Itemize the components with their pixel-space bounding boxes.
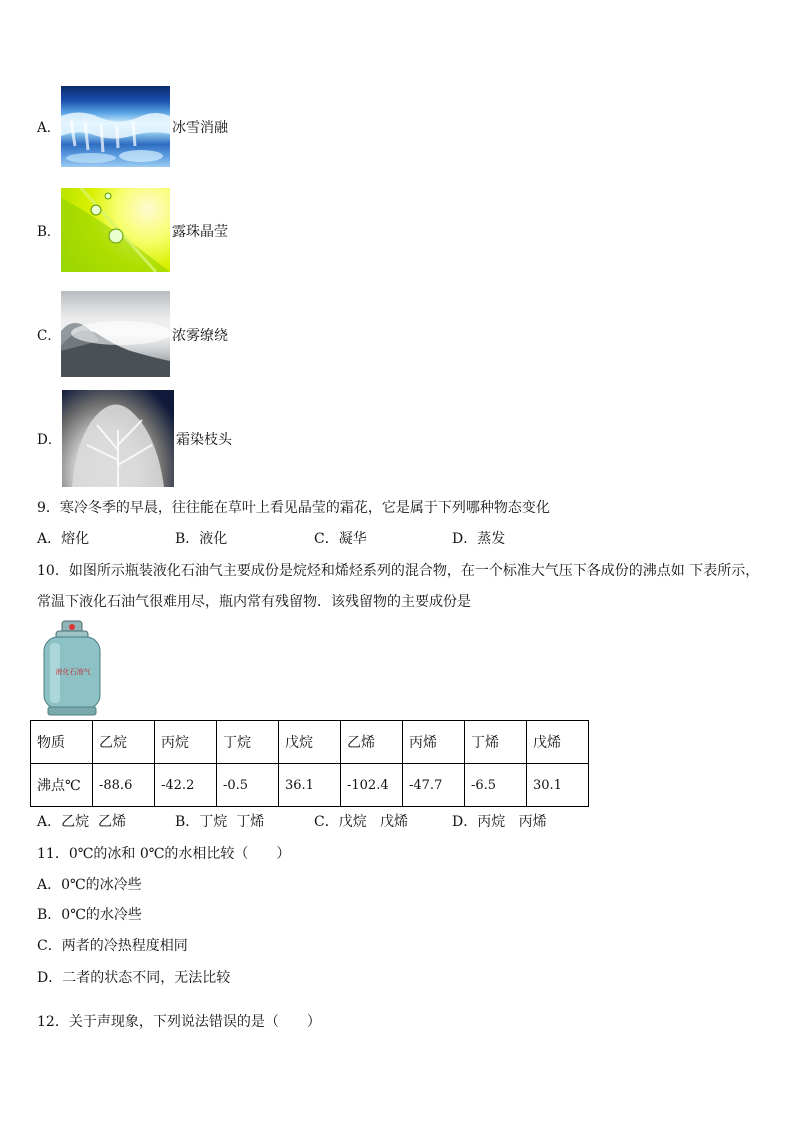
q9-option-b: B．液化 — [175, 531, 228, 547]
cylinder-label: 液化石油气 — [55, 668, 91, 676]
q9-option-a: A．熔化 — [37, 531, 90, 547]
table-cell: 丙烷 — [155, 721, 217, 764]
option-letter: D． — [37, 432, 62, 448]
q10-stem-line1: 10．如图所示瓶装液化石油气主要成份是烷烃和烯烃系列的混合物，在一个标准大气压下各成份的沸点如 下表所示， — [37, 563, 760, 579]
option-caption: 霜染枝头 — [176, 432, 232, 448]
option-caption: 露珠晶莹 — [172, 224, 228, 240]
table-cell: 戊烷 — [279, 721, 341, 764]
table-cell: 36.1 — [279, 764, 341, 807]
boiling-point-table — [30, 720, 589, 807]
table-cell: 30.1 — [527, 764, 589, 807]
q10-stem-line2: 常温下液化石油气很难用尽，瓶内常有残留物．该残留物的主要成份是 — [37, 594, 471, 610]
table-cell: 乙烯 — [341, 721, 403, 764]
table-cell: 戊烯 — [527, 721, 589, 764]
q11-option-b: B．0℃的水冷些 — [37, 907, 142, 923]
table-cell: -88.6 — [93, 764, 155, 807]
table-cell: -6.5 — [465, 764, 527, 807]
table-row — [31, 764, 589, 807]
option-letter: B． — [37, 224, 61, 240]
q9-stem: 9．寒冷冬季的早晨，往往能在草叶上看见晶莹的霜花，它是属于下列哪种物态变化 — [37, 500, 550, 516]
table-cell: 物质 — [31, 721, 93, 764]
option-letter: A． — [37, 120, 61, 136]
table-cell: 丙烯 — [403, 721, 465, 764]
table-cell: 沸点℃ — [31, 764, 93, 807]
table-cell: -102.4 — [341, 764, 403, 807]
q9-option-c: C．凝华 — [314, 531, 367, 547]
q11-option-d: D．二者的状态不同，无法比较 — [37, 970, 231, 986]
q10-option-b: B．丁烷 丁烯 — [175, 814, 265, 830]
option-letter: C． — [37, 328, 61, 344]
q9-option-d: D．蒸发 — [452, 531, 506, 547]
q10-option-c: C．戊烷 戊烯 — [314, 814, 409, 830]
option-caption: 冰雪消融 — [172, 120, 228, 136]
q12-stem: 12．关于声现象，下列说法错误的是（ ） — [37, 1014, 321, 1030]
frosted-tree-photo — [62, 390, 174, 487]
dewdrop-leaf-photo — [61, 188, 170, 272]
table-cell: -0.5 — [217, 764, 279, 807]
gas-cylinder-image — [38, 619, 106, 717]
q11-stem: 11．0℃的冰和 0℃的水相比较（ ） — [37, 846, 291, 862]
q11-option-a: A．0℃的冰冷些 — [37, 877, 142, 893]
table-cell: -42.2 — [155, 764, 217, 807]
table-cell: -47.7 — [403, 764, 465, 807]
q10-option-a: A．乙烷 乙烯 — [37, 814, 127, 830]
table-cell: 乙烷 — [93, 721, 155, 764]
foggy-mountain-photo — [61, 291, 170, 377]
q10-option-d: D．丙烷 丙烯 — [452, 814, 547, 830]
melting-ice-photo — [61, 86, 170, 167]
table-cell: 丁烷 — [217, 721, 279, 764]
table-row — [31, 721, 589, 764]
option-caption: 浓雾缭绕 — [172, 328, 228, 344]
table-cell: 丁烯 — [465, 721, 527, 764]
q11-option-c: C．两者的冷热程度相同 — [37, 938, 188, 954]
